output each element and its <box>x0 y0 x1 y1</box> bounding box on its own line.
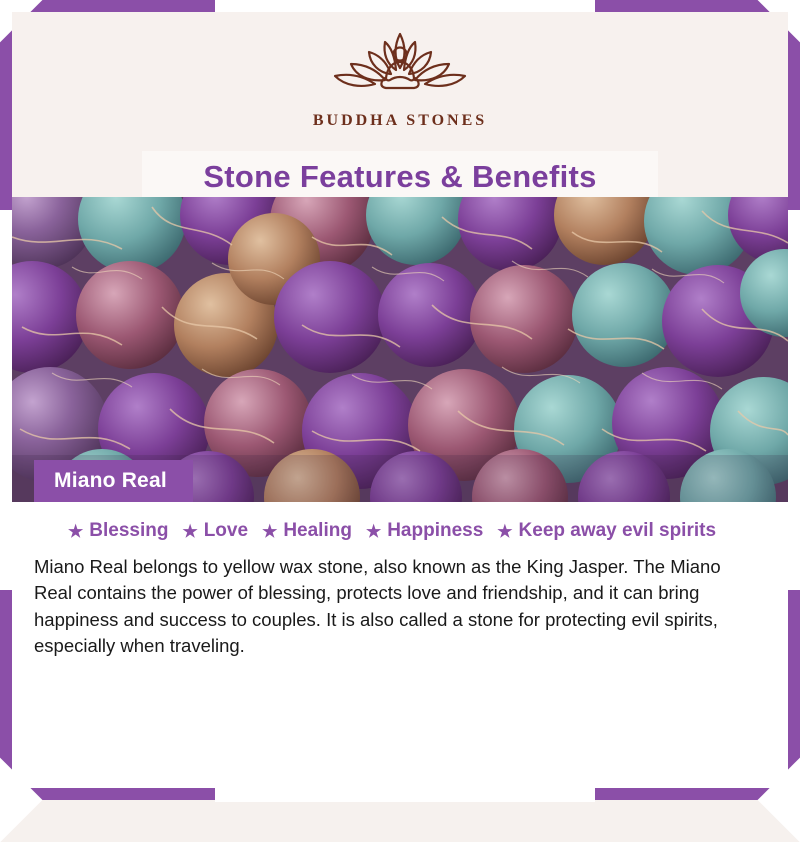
poster-header <box>12 12 788 197</box>
lotus-meditation-icon <box>325 28 475 110</box>
benefit-label: Love <box>203 520 249 541</box>
benefit-label: Happiness <box>387 520 484 541</box>
brand-name: BUDDHA STONES <box>312 112 488 129</box>
benefit-label: Blessing <box>89 520 169 541</box>
stone-description: Miano Real belongs to yellow wax stone, also known as the King Jasper. The Miano Real contains the power of blessing, protects love and friendship, and it can bring happiness and success to couples. It is also called a stone for protecting evil spirits, especially when traveling. <box>34 556 721 656</box>
benefit-label: Keep away evil spirits <box>518 520 717 541</box>
benefit-item <box>182 520 248 542</box>
benefit-item <box>366 520 483 542</box>
benefit-item <box>497 520 716 542</box>
stone-photo <box>12 197 788 502</box>
star-icon: ★ <box>68 521 84 541</box>
benefit-item <box>68 520 168 542</box>
stone-name-label: Miano Real <box>34 460 193 502</box>
brand-logo <box>12 12 788 130</box>
benefits-list <box>34 520 766 542</box>
jasper-beads-illustration <box>12 197 788 502</box>
page-title: Stone Features & Benefits <box>203 159 597 194</box>
frame-notch-right <box>786 210 800 590</box>
star-icon: ★ <box>497 521 513 541</box>
star-icon: ★ <box>262 521 278 541</box>
star-icon: ★ <box>182 521 198 541</box>
benefit-label: Healing <box>283 520 352 541</box>
poster-body <box>12 502 788 659</box>
poster-content <box>12 12 788 788</box>
benefit-item <box>262 520 352 542</box>
star-icon: ★ <box>365 521 382 541</box>
